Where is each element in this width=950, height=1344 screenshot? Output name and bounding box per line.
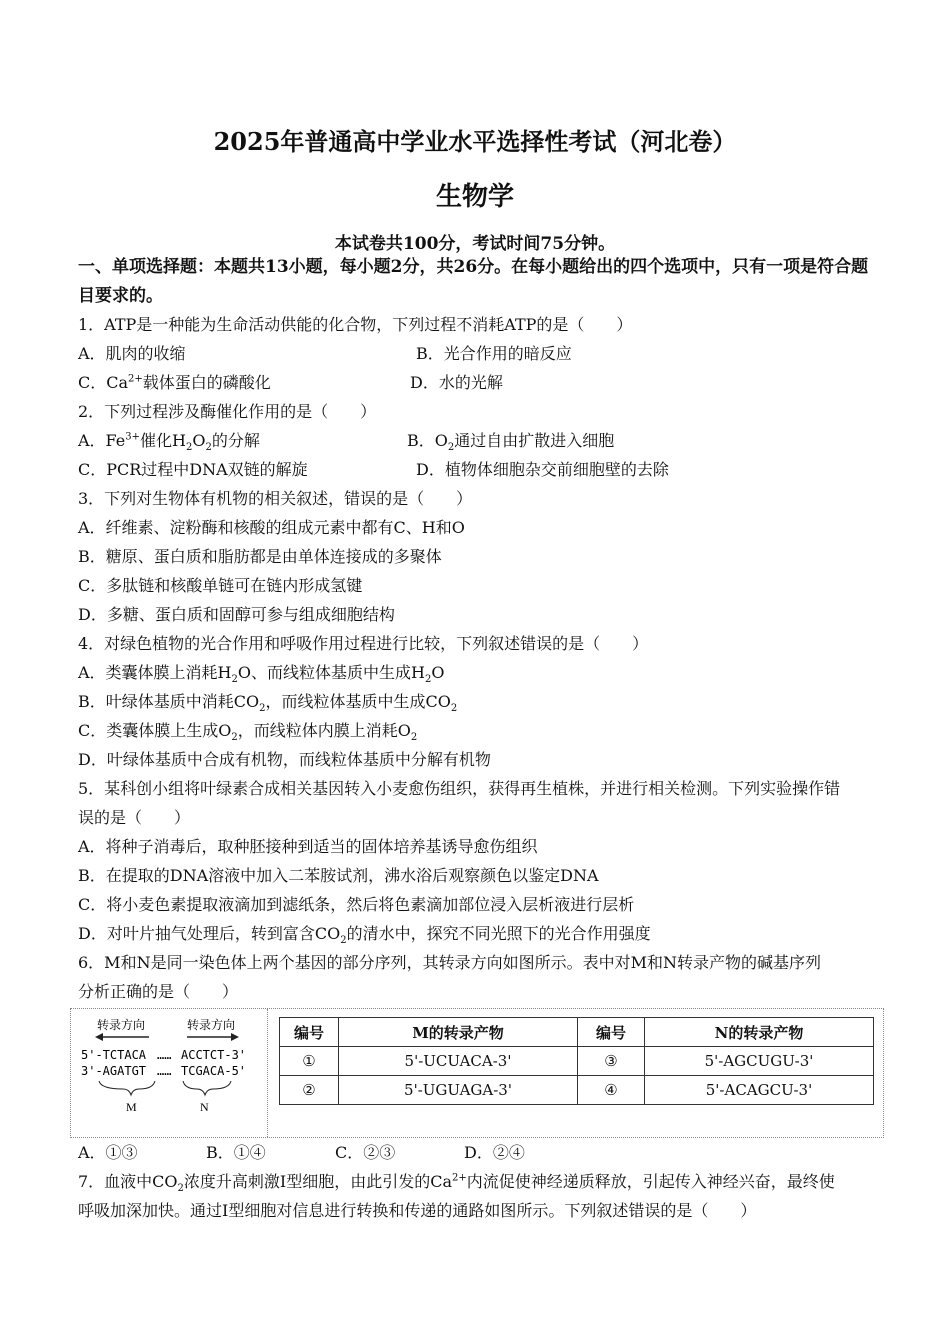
transcription-table — [279, 1017, 874, 1105]
label-m: M — [126, 1100, 137, 1114]
q2-option-d: D．植物体细胞杂交前细胞壁的去除 — [416, 460, 669, 479]
table-cell: ① — [280, 1047, 339, 1076]
q3-option-c: C．多肽链和核酸单链可在链内形成氢键 — [78, 576, 363, 595]
q6-stem-line2: 分析正确的是（ ） — [78, 982, 239, 1001]
table-header: 编号 — [578, 1018, 645, 1047]
q5-option-a: A．将种子消毒后，取种胚接种到适当的固体培养基诱导愈伤组织 — [78, 837, 538, 856]
exam-info: 本试卷共100分，考试时间75分钟。 — [334, 234, 616, 254]
q1-option-c: C．$Ca^{2+}$载体蛋白的磷酸化 — [78, 373, 271, 392]
subject-title: 生物学 — [435, 182, 514, 212]
arrow-left-icon — [95, 1033, 103, 1041]
n-bottom-strand: TCGACA-5' — [181, 1064, 247, 1078]
transcription-direction-label-n: 转录方向 — [187, 1018, 236, 1032]
m-brace — [99, 1081, 155, 1095]
table-cell: 5'-UCUACA-3' — [339, 1047, 578, 1076]
label-n: N — [200, 1100, 209, 1114]
exam-title: 2025年普通高中学业水平选择性考试（河北卷） — [213, 127, 737, 156]
q2-stem: 2．下列过程涉及酶催化作用的是（ ） — [78, 402, 377, 421]
q3-option-b: B．糖原、蛋白质和脂肪都是由单体连接成的多聚体 — [78, 547, 442, 566]
gene-diagram-svg — [71, 1009, 267, 1137]
table-row — [280, 1076, 874, 1105]
q2-option-a: A．$Fe^{3+}$催化$H_2O_2$的分解 — [78, 431, 260, 454]
q6-figure-box — [70, 1008, 884, 1138]
q5-stem-line2: 误的是（ ） — [78, 808, 191, 827]
arrow-right-icon — [231, 1033, 239, 1041]
q2-option-b: B．$O_2$通过自由扩散进入细胞 — [407, 431, 615, 454]
transcription-direction-label-m: 转录方向 — [97, 1018, 146, 1032]
section-heading: 一、单项选择题：本题共13小题，每小题2分，共26分。在每小题给出的四个选项中，只有一项是符合题目要求的。 — [78, 257, 869, 306]
n-top-strand: ACCTCT-3' — [181, 1048, 247, 1062]
q5-option-c: C．将小麦色素提取液滴加到滤纸条，然后将色素滴加部位浸入层析液进行层析 — [78, 895, 635, 914]
table-header: M的转录产物 — [339, 1018, 578, 1047]
table-cell: ② — [280, 1076, 339, 1105]
q1-option-b: B．光合作用的暗反应 — [416, 344, 572, 363]
table-cell: ④ — [578, 1076, 645, 1105]
q7-stem-line2: 呼吸加深加快。通过Ⅰ型细胞对信息进行转换和传递的通路如图所示。下列叙述错误的是（ ） — [78, 1201, 757, 1220]
table-cell: ③ — [578, 1047, 645, 1076]
q1-option-d: D．水的光解 — [410, 373, 503, 392]
q6-option-a: A．①③ — [78, 1143, 138, 1162]
table-cell: 5'-UGUAGA-3' — [339, 1076, 578, 1105]
dots-bottom: …… — [157, 1064, 172, 1078]
m-top-strand: 5'-TCTACA — [81, 1048, 147, 1062]
q7-stem-line1: 7．血液中$CO_2$浓度升高刺激Ⅰ型细胞，由此引发的$Ca^{2+}$内流促使神经递质释放，引起传入神经兴奋，最终使 — [78, 1172, 835, 1195]
q6-option-c: C．②③ — [335, 1143, 396, 1162]
dots-top: …… — [157, 1048, 172, 1062]
q4-option-b: B．叶绿体基质中消耗$CO_2$，而线粒体基质中生成$CO_2$ — [78, 692, 458, 715]
q4-stem: 4．对绿色植物的光合作用和呼吸作用过程进行比较，下列叙述错误的是（ ） — [78, 634, 649, 653]
n-brace — [183, 1081, 231, 1095]
table-row — [280, 1047, 874, 1076]
q2-option-c: C．PCR过程中DNA双链的解旋 — [78, 460, 308, 479]
q3-option-d: D．多糖、蛋白质和固醇可参与组成细胞结构 — [78, 605, 395, 624]
q6-stem-line1: 6．M和N是同一染色体上两个基因的部分序列，其转录方向如图所示。表中对M和N转录产物的碱基序列 — [78, 953, 821, 972]
q5-option-b: B．在提取的DNA溶液中加入二苯胺试剂，沸水浴后观察颜色以鉴定DNA — [78, 866, 599, 885]
q4-option-d: D．叶绿体基质中合成有机物，而线粒体基质中分解有机物 — [78, 750, 491, 769]
q3-option-a: A．纤维素、淀粉酶和核酸的组成元素中都有C、H和O — [78, 518, 465, 537]
q4-option-c: C．类囊体膜上生成$O_2$，而线粒体内膜上消耗$O_2$ — [78, 721, 418, 744]
q3-stem: 3．下列对生物体有机物的相关叙述，错误的是（ ） — [78, 489, 473, 508]
table-cell: 5'-ACAGCU-3' — [645, 1076, 874, 1105]
m-bottom-strand: 3'-AGATGT — [81, 1064, 147, 1078]
q4-option-a: A．类囊体膜上消耗$H_2O$、而线粒体基质中生成$H_2O$ — [78, 663, 445, 686]
q5-stem-line1: 5．某科创小组将叶绿素合成相关基因转入小麦愈伤组织，获得再生植株，并进行相关检测。下列实验操作错 — [78, 779, 841, 798]
q6-option-b: B．①④ — [206, 1143, 266, 1162]
table-header-row — [280, 1018, 874, 1047]
q1-option-a: A．肌肉的收缩 — [78, 344, 186, 363]
q5-option-d: D．对叶片抽气处理后，转到富含$CO_2$的清水中，探究不同光照下的光合作用强度 — [78, 924, 651, 947]
table-header: 编号 — [280, 1018, 339, 1047]
table-header: N的转录产物 — [645, 1018, 874, 1047]
gene-diagram — [71, 1009, 268, 1137]
q6-option-d: D．②④ — [464, 1143, 525, 1162]
q1-stem: 1．ATP是一种能为生命活动供能的化合物，下列过程不消耗ATP的是（ ） — [78, 315, 633, 334]
table-cell: 5'-AGCUGU-3' — [645, 1047, 874, 1076]
